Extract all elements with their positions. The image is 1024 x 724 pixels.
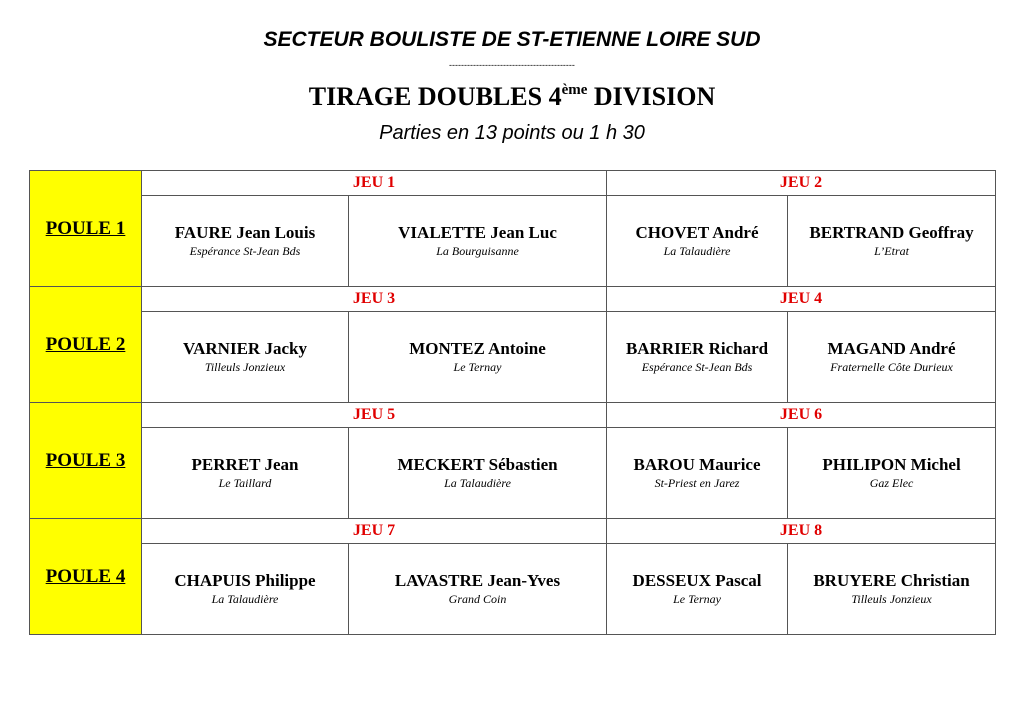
game-label: JEU 7 — [142, 519, 607, 544]
player-club: Tilleuls Jonzieux — [851, 592, 932, 606]
poule-player-row — [30, 196, 996, 287]
page-subtitle: Parties en 13 points ou 1 h 30 — [379, 122, 645, 144]
title-superscript: ème — [561, 82, 588, 98]
player-cell — [142, 544, 349, 635]
player-name: VIALETTE Jean Luc — [398, 223, 557, 242]
player-name: MAGAND André — [827, 339, 956, 358]
player-cell — [142, 312, 349, 403]
game-label: JEU 4 — [607, 287, 996, 312]
player-name: BRUYERE Christian — [813, 571, 970, 590]
draw-table — [29, 170, 996, 635]
player-cell — [607, 312, 788, 403]
player-cell — [142, 428, 349, 519]
player-cell — [349, 312, 607, 403]
player-club: Espérance St-Jean Bds — [641, 360, 753, 374]
player-club: Espérance St-Jean Bds — [189, 244, 301, 258]
player-club: La Bourguisanne — [436, 244, 519, 258]
poule-label: POULE 1 — [30, 171, 142, 287]
poule-game-row — [30, 287, 996, 312]
player-club: La Talaudière — [663, 244, 731, 258]
player-club: L’Etrat — [874, 244, 909, 258]
player-name: PERRET Jean — [191, 455, 299, 474]
player-cell — [607, 544, 788, 635]
title-end: DIVISION — [587, 82, 716, 111]
player-club: Fraternelle Côte Durieux — [830, 360, 953, 374]
organization-heading: SECTEUR BOULISTE DE ST-ETIENNE LOIRE SUD — [263, 28, 761, 51]
game-label: JEU 5 — [142, 403, 607, 428]
player-cell — [788, 196, 996, 287]
title-main: TIRAGE DOUBLES 4 — [308, 82, 562, 111]
player-cell — [349, 428, 607, 519]
player-cell — [788, 312, 996, 403]
player-name: DESSEUX Pascal — [632, 571, 762, 590]
player-name: VARNIER Jacky — [183, 339, 307, 358]
player-club: Grand Coin — [448, 592, 507, 606]
game-label: JEU 2 — [607, 171, 996, 196]
poule-player-row — [30, 428, 996, 519]
game-label: JEU 1 — [142, 171, 607, 196]
player-name: MONTEZ Antoine — [409, 339, 546, 358]
player-cell — [788, 428, 996, 519]
player-name: CHOVET André — [635, 223, 759, 242]
player-name: BERTRAND Geoffray — [809, 223, 974, 242]
poule-game-row — [30, 403, 996, 428]
player-club: La Talaudière — [211, 592, 279, 606]
game-label: JEU 6 — [607, 403, 996, 428]
player-name: BAROU Maurice — [633, 455, 761, 474]
poule-label: POULE 2 — [30, 287, 142, 403]
separator-line: ------------------------------------------ — [449, 60, 575, 70]
poule-game-row — [30, 519, 996, 544]
player-club: La Talaudière — [444, 476, 511, 490]
player-name: PHILIPON Michel — [822, 455, 961, 474]
player-cell — [607, 428, 788, 519]
game-label: JEU 3 — [142, 287, 607, 312]
page-title — [0, 80, 1024, 114]
player-cell — [349, 196, 607, 287]
player-name: BARRIER Richard — [625, 339, 769, 358]
poule-label: POULE 4 — [30, 519, 142, 635]
player-name: CHAPUIS Philippe — [174, 571, 316, 590]
player-name: LAVASTRE Jean-Yves — [394, 571, 561, 590]
player-club: Gaz Elec — [869, 476, 914, 490]
poule-label: POULE 3 — [30, 403, 142, 519]
player-name: MECKERT Sébastien — [397, 455, 558, 474]
player-club: Le Ternay — [453, 360, 502, 374]
poule-player-row — [30, 544, 996, 635]
player-club: Le Taillard — [218, 476, 272, 490]
player-cell — [349, 544, 607, 635]
player-club: Le Ternay — [673, 592, 721, 606]
poule-player-row — [30, 312, 996, 403]
game-label: JEU 8 — [607, 519, 996, 544]
player-name: FAURE Jean Louis — [174, 223, 316, 242]
poule-game-row — [30, 171, 996, 196]
player-club: St-Priest en Jarez — [654, 476, 740, 490]
player-cell — [607, 196, 788, 287]
player-club: Tilleuls Jonzieux — [204, 360, 286, 374]
player-cell — [788, 544, 996, 635]
player-cell — [142, 196, 349, 287]
